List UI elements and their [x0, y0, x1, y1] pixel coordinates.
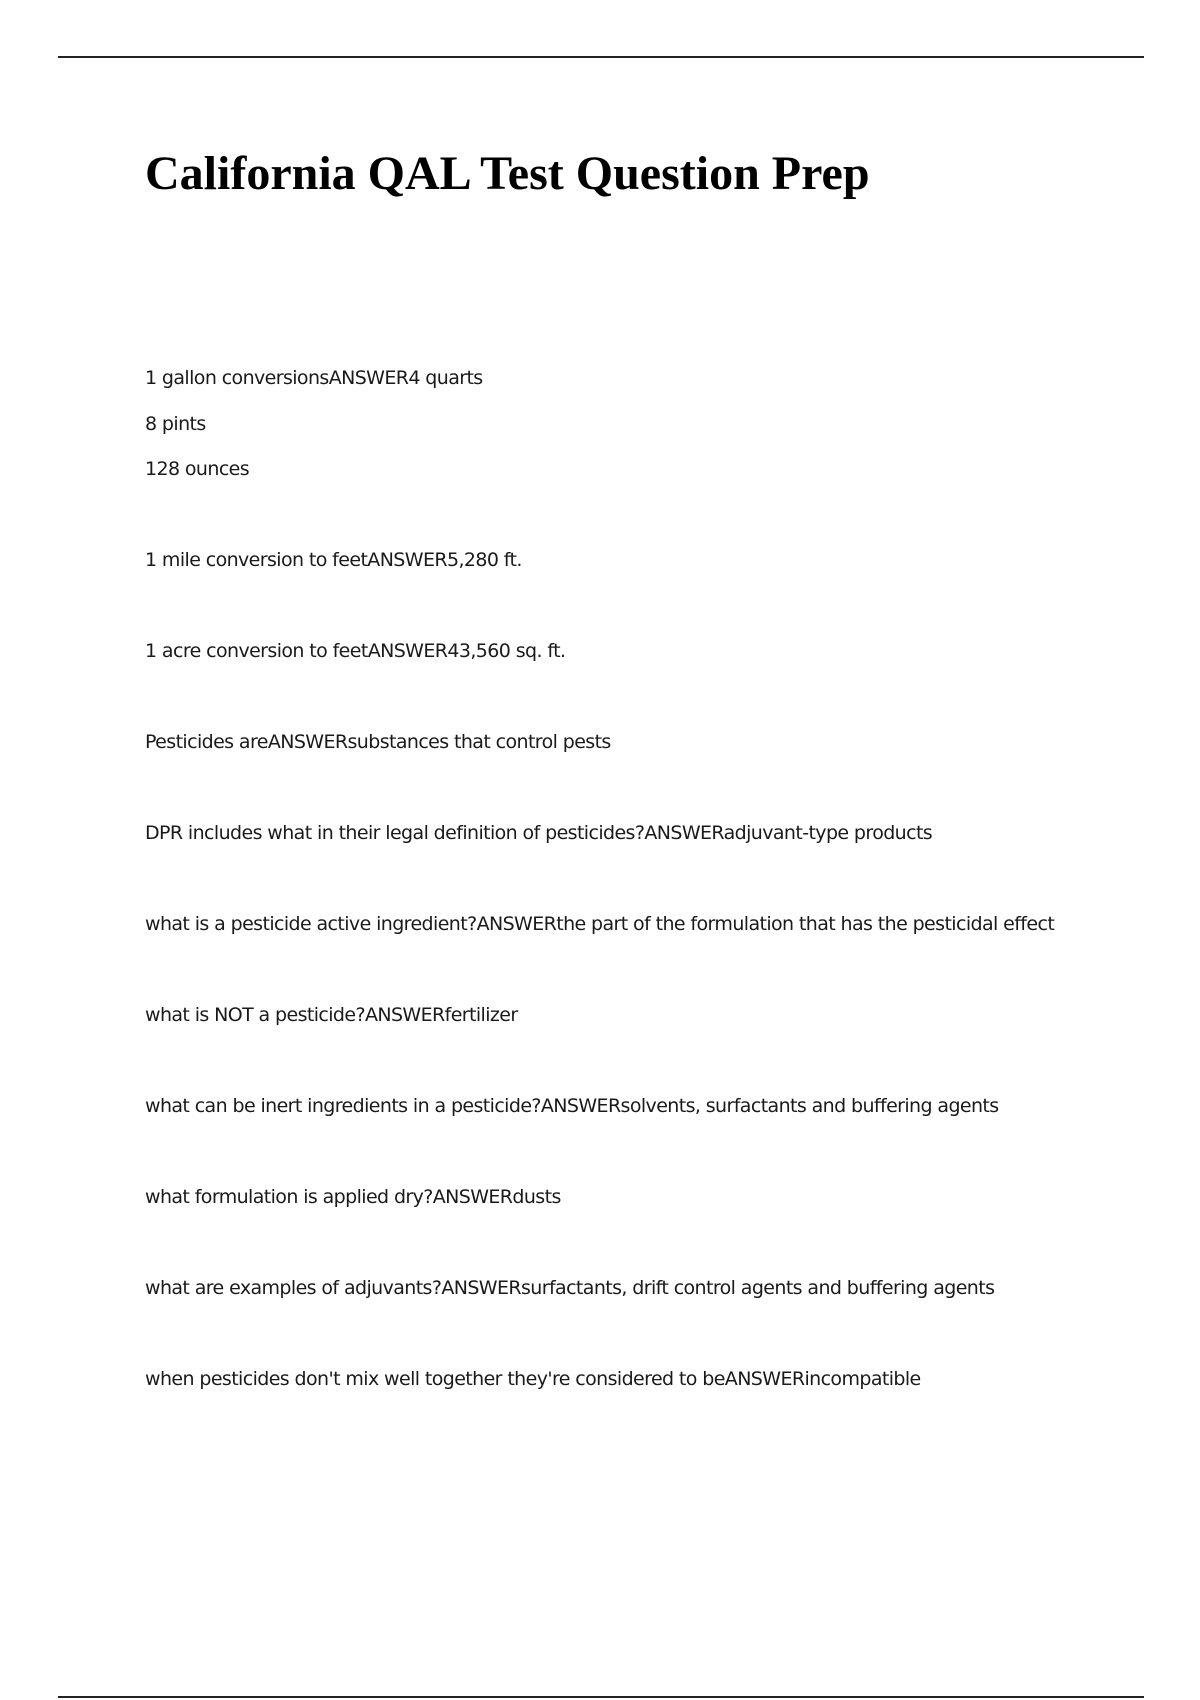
qa-line: what is NOT a pesticide?ANSWERfertilizer: [145, 1004, 518, 1026]
document-title: California QAL Test Question Prep: [145, 147, 870, 200]
qa-line: what formulation is applied dry?ANSWERdusts: [145, 1186, 561, 1208]
qa-line: Pesticides areANSWERsubstances that control pests: [145, 731, 611, 753]
top-divider: [58, 56, 1144, 58]
qa-line: what can be inert ingredients in a pesticide?ANSWERsolvents, surfactants and buffering agents: [145, 1095, 999, 1117]
qa-line: 1 mile conversion to feetANSWER5,280 ft.: [145, 549, 522, 571]
bottom-divider: [58, 1696, 1144, 1698]
qa-line: what are examples of adjuvants?ANSWERsurfactants, drift control agents and buffering agents: [145, 1277, 995, 1299]
qa-line: 1 gallon conversionsANSWER4 quarts: [145, 367, 483, 389]
qa-line: 1 acre conversion to feetANSWER43,560 sq. ft.: [145, 640, 566, 662]
qa-line: 128 ounces: [145, 458, 250, 480]
qa-line: what is a pesticide active ingredient?ANSWERthe part of the formulation that has the pesticidal effect: [145, 913, 1055, 935]
qa-line: DPR includes what in their legal definition of pesticides?ANSWERadjuvant-type products: [145, 822, 933, 844]
qa-line: when pesticides don't mix well together they're considered to beANSWERincompatible: [145, 1368, 921, 1390]
qa-line: 8 pints: [145, 413, 206, 435]
